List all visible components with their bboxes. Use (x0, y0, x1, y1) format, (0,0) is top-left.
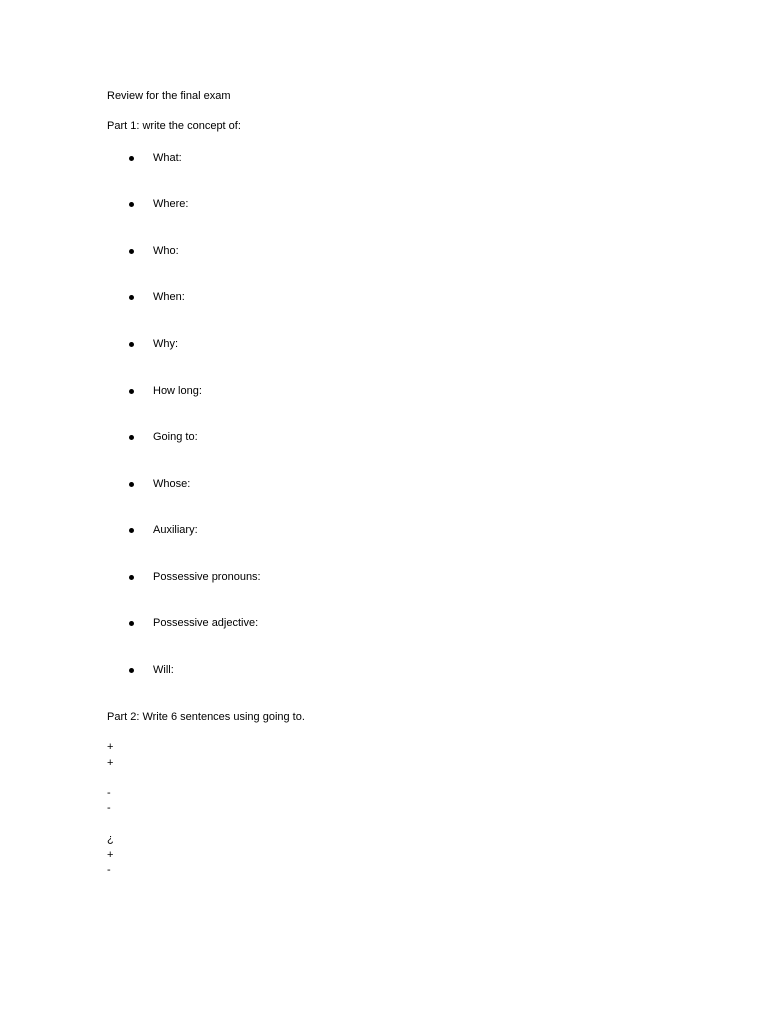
bullet-icon (129, 249, 134, 254)
bullet-icon (129, 528, 134, 533)
concept-item-possessive-adjective (128, 616, 258, 630)
bullet-icon (129, 575, 134, 580)
document-title: Review for the final exam (107, 90, 231, 102)
concept-label: Auxiliary: (153, 524, 198, 536)
concept-item-auxiliary (128, 523, 198, 537)
concept-label: Possessive pronouns: (153, 571, 261, 583)
sentence-mark-affirmative: + (107, 757, 114, 769)
concept-label: Possessive adjective: (153, 617, 259, 629)
concept-label: What: (153, 152, 182, 164)
bullet-icon (129, 482, 134, 487)
concept-item-why (128, 337, 178, 351)
sentence-mark-negative: - (107, 787, 111, 799)
concept-item-going-to (128, 430, 198, 444)
bullet-icon (129, 435, 134, 440)
concept-label: When: (153, 291, 185, 303)
bullet-icon (129, 295, 134, 300)
concept-label: Going to: (153, 431, 198, 443)
bullet-icon (129, 202, 134, 207)
concept-label: Who: (153, 245, 179, 257)
concept-item-whose (128, 477, 190, 491)
concept-label: Where: (153, 198, 189, 210)
part2-heading: Part 2: Write 6 sentences using going to. (107, 711, 305, 723)
sentence-mark-affirmative: + (107, 741, 114, 753)
concept-label: Why: (153, 338, 179, 350)
concept-label: Will: (153, 664, 174, 676)
concept-item-possessive-pronouns (128, 570, 261, 584)
sentence-mark-affirmative: + (107, 849, 114, 861)
bullet-icon (129, 156, 134, 161)
bullet-icon (129, 621, 134, 626)
bullet-icon (129, 668, 134, 673)
concept-item-where (128, 197, 188, 211)
concept-item-what (128, 151, 182, 165)
concept-item-who (128, 244, 179, 258)
concept-item-will (128, 663, 174, 677)
sentence-mark-negative: - (107, 802, 111, 814)
bullet-icon (129, 389, 134, 394)
part1-heading: Part 1: write the concept of: (107, 120, 241, 132)
concept-item-how-long (128, 384, 202, 398)
sentence-mark-question: ¿ (107, 833, 114, 845)
concept-label: Whose: (153, 478, 191, 490)
concept-item-when (128, 290, 185, 304)
concept-label: How long: (153, 385, 202, 397)
bullet-icon (129, 342, 134, 347)
sentence-mark-negative: - (107, 864, 111, 876)
